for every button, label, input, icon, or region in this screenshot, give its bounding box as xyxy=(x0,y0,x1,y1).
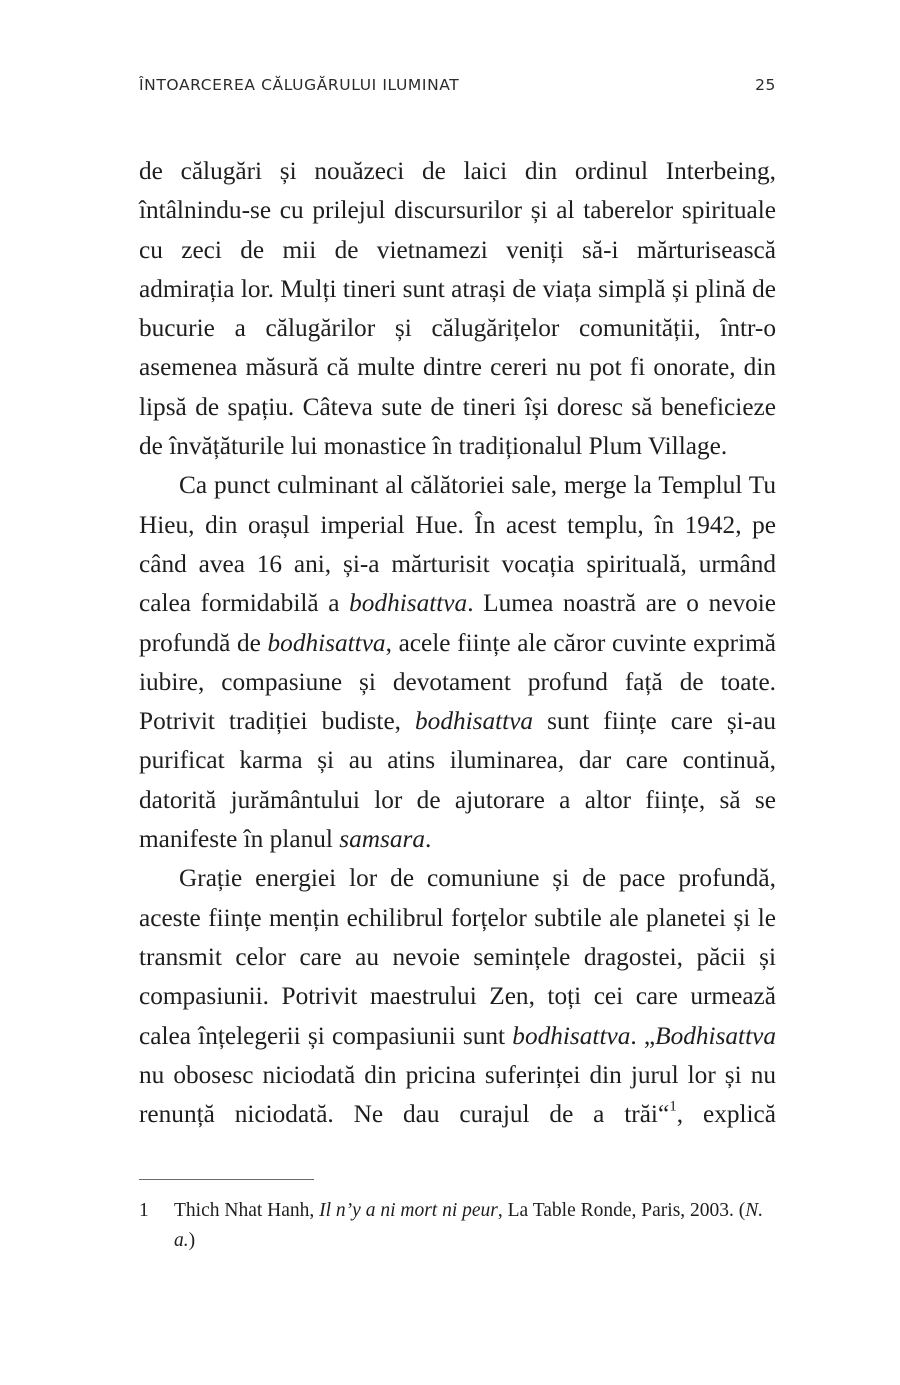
paragraph-3 xyxy=(139,859,776,1134)
footnote-publication: , La Table Ronde, Paris, 2003. ( xyxy=(497,1200,746,1221)
italic-term: bodhisattva xyxy=(415,707,534,736)
paragraph-3-text-1: Grație energiei lor de comuniune și de pace profundă, aceste ființe mențin echilibrul forțelor subtile ale planetei și le transmit celor care au nevoie semințele dragostei, păcii și compasiunii. Potrivit maestrului Zen, toți cei care urmează calea înțelegerii și compasiunii sunt xyxy=(139,864,776,1050)
paragraph-2 xyxy=(139,466,776,859)
italic-term: Bodhisattva xyxy=(655,1021,776,1050)
paragraph-2-text-4: sunt ființe care și-au purificat karma și au atins iluminarea, dar care continuă, datorită jurământului lor de ajutorare a altor ființe, să se manifeste în planul xyxy=(139,707,776,854)
footnote-divider xyxy=(139,1179,314,1180)
paragraph-2-text-2: . Lumea noastră are o nevoie profundă de xyxy=(139,589,776,657)
paragraph-1-text: de călugări și nouăzeci de laici din ordinul Interbeing, întâlnindu-se cu prilejul discursurilor și al taberelor spirituale cu zeci de mii de vietnamezi veniți să-i mărturisească admirația lor. Mulți tineri sunt atrași de viața simplă și plină de bucurie a călugărilor și călugărițelor comunității, într-o asemenea măsură că multe dintre cereri nu pot fi onorate, din lipsă de spațiu. Câteva sute de tineri își doresc să beneficieze de învățăturile lui monastice în tradiționalul Plum Village. xyxy=(139,157,776,461)
footnote-closing: ) xyxy=(188,1230,196,1251)
footnote-reference[interactable]: 1 xyxy=(669,1097,677,1115)
italic-term: bodhisattva xyxy=(512,1021,631,1050)
footnote-body xyxy=(174,1196,779,1256)
italic-term: samsara xyxy=(339,825,425,854)
paragraph-2-text-5: . xyxy=(424,825,432,854)
body-text xyxy=(139,152,776,1134)
footnote xyxy=(139,1196,779,1256)
paragraph-2-text-3: , acele ființe ale căror cuvinte exprimă iubire, compasiune și devotament profund față de toate. Potrivit tradiției budiste, xyxy=(139,628,777,736)
paragraph-1 xyxy=(139,152,776,466)
footnote-number: 1 xyxy=(139,1200,149,1221)
paragraph-2-text-1: Ca punct culminant al călătoriei sale, merge la Templul Tu Hieu, din orașul imperial Hue. În acest templu, în 1942, pe când avea 16 ani, și-a mărturisit vocația spirituală, urmând calea formidabilă a xyxy=(139,471,776,618)
running-header xyxy=(139,72,776,98)
italic-term: bodhisattva xyxy=(349,589,468,618)
footnote-author: Thich Nhat Hanh, xyxy=(174,1200,320,1221)
footnote-title: Il n’y a ni mort ni peur xyxy=(319,1200,498,1221)
paragraph-3-text-2: . „ xyxy=(630,1021,656,1050)
footnote-note: N. a. xyxy=(174,1200,764,1251)
page-number: 25 xyxy=(755,76,776,94)
running-title: ÎNTOARCEREA CĂLUGĂRULUI ILUMINAT xyxy=(139,76,460,94)
italic-term: bodhisattva xyxy=(267,628,386,657)
paragraph-3-text-4: , explică xyxy=(676,1100,777,1129)
paragraph-3-text-3: nu obosesc niciodată din pricina suferinței din jurul lor și nu renunță niciodată. Ne dau curajul de a trăi“ xyxy=(139,1060,776,1129)
